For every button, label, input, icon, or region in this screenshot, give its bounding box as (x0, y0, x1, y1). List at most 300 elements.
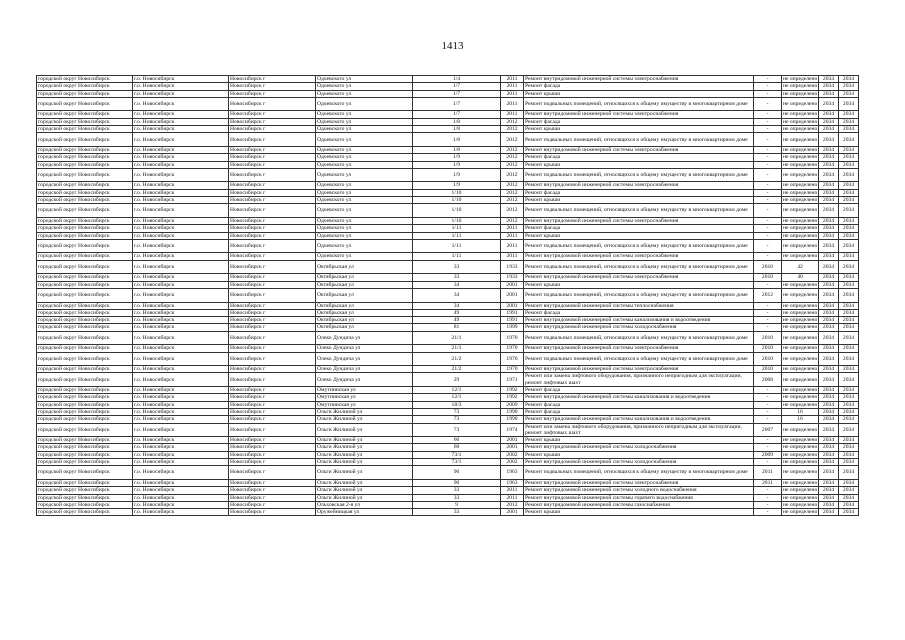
table-row (37, 126, 859, 133)
city-cell: Новосибирск г (229, 459, 316, 466)
build-year-cell: 2001 (501, 444, 524, 451)
street-cell: Одоевского ул (316, 97, 413, 111)
table-row (37, 501, 859, 508)
street-cell: Одоевского ул (316, 182, 413, 189)
plan-year-to-cell: 2034 (839, 97, 859, 111)
city-cell: Новосибирск г (229, 126, 316, 133)
street-cell: Одоевского ул (316, 168, 413, 182)
table-row (37, 154, 859, 161)
wear-cell: не определено (783, 401, 818, 408)
last-repair-year-cell: - (754, 239, 782, 253)
table-row (37, 494, 859, 501)
plan-year-from-cell: 2034 (819, 288, 839, 302)
municipality-cell: городской округ Новосибирск (37, 509, 133, 516)
street-cell: Омутнинская ул (316, 387, 413, 394)
work-type-cell: Ремонт подвальных помещений, относящихся к общему имуществу в многоквартирном доме (524, 97, 754, 111)
last-repair-year-cell: - (754, 444, 782, 451)
last-repair-year-cell: 2011 (754, 479, 782, 486)
district-cell: г.о. Новосибирск (133, 317, 229, 324)
municipality-cell: городской округ Новосибирск (37, 232, 133, 239)
plan-year-to-cell: 2034 (839, 387, 859, 394)
last-repair-year-cell: - (754, 324, 782, 331)
house-number-cell: 1/10 (413, 189, 501, 196)
plan-year-from-cell: 2034 (819, 394, 839, 401)
table-row (37, 281, 859, 288)
work-type-cell: Ремонт подвальных помещений, относящихся к общему имуществу в многоквартирном доме (524, 239, 754, 253)
house-number-cell: 9 (413, 501, 501, 508)
build-year-cell: 1970 (501, 366, 524, 373)
last-repair-year-cell: - (754, 168, 782, 182)
table-row (37, 373, 859, 387)
street-cell: Олеко Дундича ул (316, 352, 413, 366)
house-number-cell: 1/9 (413, 154, 501, 161)
district-cell: г.о. Новосибирск (133, 76, 229, 83)
municipality-cell: городской округ Новосибирск (37, 146, 133, 153)
city-cell: Новосибирск г (229, 182, 316, 189)
last-repair-year-cell: - (754, 197, 782, 204)
table-row (37, 416, 859, 423)
plan-year-to-cell: 2034 (839, 90, 859, 97)
municipality-cell: городской округ Новосибирск (37, 366, 133, 373)
work-type-cell: Ремонт внутридомовой инженерной системы холодоснабжения (524, 324, 754, 331)
plan-year-from-cell: 2034 (819, 111, 839, 118)
plan-year-to-cell: 2034 (839, 394, 859, 401)
plan-year-from-cell: 2034 (819, 260, 839, 274)
district-cell: г.о. Новосибирск (133, 225, 229, 232)
wear-cell: не определено (783, 324, 818, 331)
table-row (37, 451, 859, 458)
last-repair-year-cell: - (754, 118, 782, 125)
last-repair-year-cell: - (754, 189, 782, 196)
house-number-cell: 60 (413, 437, 501, 444)
wear-cell: не определено (783, 253, 818, 260)
street-cell: Ольги Жилиной ул (316, 466, 413, 480)
build-year-cell: 1974 (501, 423, 524, 437)
table-row (37, 444, 859, 451)
table-row (37, 324, 859, 331)
house-number-cell: 21/2 (413, 366, 501, 373)
table-row (37, 317, 859, 324)
table-row (37, 83, 859, 90)
build-year-cell: 2001 (501, 509, 524, 516)
plan-year-to-cell: 2034 (839, 373, 859, 387)
build-year-cell: 2002 (501, 459, 524, 466)
wear-cell: не определено (783, 309, 818, 316)
city-cell: Новосибирск г (229, 401, 316, 408)
wear-cell: не определено (783, 366, 818, 373)
work-type-cell: Ремонт фасада (524, 387, 754, 394)
municipality-cell: городской округ Новосибирск (37, 225, 133, 232)
build-year-cell: 2011 (501, 111, 524, 118)
district-cell: г.о. Новосибирск (133, 111, 229, 118)
table-row (37, 345, 859, 352)
house-number-cell: 1/11 (413, 225, 501, 232)
last-repair-year-cell: 2012 (754, 288, 782, 302)
work-type-cell: Ремонт внутридомовой инженерной системы горячего водоснабжения (524, 494, 754, 501)
city-cell: Новосибирск г (229, 331, 316, 345)
municipality-cell: городской округ Новосибирск (37, 118, 133, 125)
city-cell: Новосибирск г (229, 161, 316, 168)
street-cell: Олеко Дундича ул (316, 366, 413, 373)
city-cell: Новосибирск г (229, 345, 316, 352)
street-cell: Олеко Дундича ул (316, 331, 413, 345)
municipality-cell: городской округ Новосибирск (37, 253, 133, 260)
municipality-cell: городской округ Новосибирск (37, 437, 133, 444)
district-cell: г.о. Новосибирск (133, 83, 229, 90)
plan-year-from-cell: 2034 (819, 501, 839, 508)
city-cell: Новосибирск г (229, 444, 316, 451)
wear-cell: не определено (783, 317, 818, 324)
plan-year-from-cell: 2034 (819, 168, 839, 182)
table-row (37, 366, 859, 373)
last-repair-year-cell: - (754, 225, 782, 232)
city-cell: Новосибирск г (229, 146, 316, 153)
municipality-cell: городской округ Новосибирск (37, 459, 133, 466)
district-cell: г.о. Новосибирск (133, 416, 229, 423)
wear-cell: не определено (783, 197, 818, 204)
district-cell: г.о. Новосибирск (133, 437, 229, 444)
street-cell: Одоевского ул (316, 232, 413, 239)
plan-year-from-cell: 2034 (819, 345, 839, 352)
work-type-cell: Ремонт крыши (524, 126, 754, 133)
build-year-cell: 2011 (501, 97, 524, 111)
municipality-cell: городской округ Новосибирск (37, 494, 133, 501)
wear-cell: не определено (782, 466, 819, 480)
house-number-cell: 1/10 (413, 217, 501, 224)
plan-year-from-cell: 2034 (819, 90, 839, 97)
wear-cell: не определено (783, 118, 818, 125)
work-type-cell: Ремонт внутридомовой инженерной системы электроснабжения (524, 274, 754, 281)
work-type-cell: Ремонт фасада (524, 83, 754, 90)
district-cell: г.о. Новосибирск (133, 352, 229, 366)
wear-cell: не определено (783, 487, 818, 494)
table-row (37, 90, 859, 97)
city-cell: Новосибирск г (229, 451, 316, 458)
plan-year-to-cell: 2034 (839, 401, 859, 408)
table-row (37, 466, 859, 480)
plan-year-from-cell: 2034 (819, 437, 839, 444)
table-row (37, 161, 859, 168)
work-type-cell: Ремонт фасада (524, 154, 754, 161)
build-year-cell: 2009 (501, 401, 524, 408)
build-year-cell: 1999 (501, 324, 524, 331)
plan-year-from-cell: 2034 (819, 197, 839, 204)
build-year-cell: 2012 (501, 182, 524, 189)
city-cell: Новосибирск г (229, 76, 316, 83)
street-cell: Омутнинская ул (316, 401, 413, 408)
plan-year-to-cell: 2034 (839, 352, 859, 366)
build-year-cell: 2002 (501, 451, 524, 458)
work-type-cell: Ремонт фасада (524, 225, 754, 232)
build-year-cell: 2011 (501, 487, 524, 494)
house-number-cell: 34 (413, 281, 501, 288)
street-cell: Ольги Жилиной ул (316, 416, 413, 423)
plan-year-to-cell: 2034 (839, 197, 859, 204)
plan-year-to-cell: 2034 (839, 126, 859, 133)
municipality-cell: городской округ Новосибирск (37, 154, 133, 161)
plan-year-from-cell: 2034 (819, 302, 839, 309)
table-row (37, 97, 859, 111)
work-type-cell: Ремонт подвальных помещений, относящихся к общему имуществу в многоквартирном доме (524, 204, 754, 218)
last-repair-year-cell: - (754, 459, 782, 466)
city-cell: Новосибирск г (229, 90, 316, 97)
street-cell: Ольги Жилиной ул (316, 423, 413, 437)
house-number-cell: 1/10 (413, 204, 501, 218)
municipality-cell: городской округ Новосибирск (37, 274, 133, 281)
table-row (37, 239, 859, 253)
wear-cell: не определено (783, 83, 818, 90)
last-repair-year-cell: - (754, 83, 782, 90)
plan-year-from-cell: 2034 (819, 161, 839, 168)
plan-year-to-cell: 2034 (839, 345, 859, 352)
last-repair-year-cell: 2010 (754, 331, 782, 345)
house-number-cell: 1/8 (413, 133, 501, 147)
build-year-cell: 1970 (501, 331, 524, 345)
last-repair-year-cell: - (754, 97, 782, 111)
municipality-cell: городской округ Новосибирск (37, 501, 133, 508)
street-cell: Одоевского ул (316, 146, 413, 153)
plan-year-from-cell: 2034 (819, 408, 839, 415)
plan-year-to-cell: 2034 (839, 182, 859, 189)
city-cell: Новосибирск г (229, 133, 316, 147)
table-row (37, 197, 859, 204)
plan-year-to-cell: 2034 (839, 366, 859, 373)
house-number-cell: 33 (413, 494, 501, 501)
build-year-cell: 2012 (501, 204, 524, 218)
street-cell: Одоевского ул (316, 118, 413, 125)
house-number-cell: 1/9 (413, 168, 501, 182)
plan-year-from-cell: 2034 (819, 466, 839, 480)
city-cell: Новосибирск г (229, 274, 316, 281)
district-cell: г.о. Новосибирск (133, 479, 229, 486)
street-cell: Ольховская 2-я ул (316, 501, 413, 508)
work-type-cell: Ремонт крыши (524, 509, 754, 516)
build-year-cell: 1963 (501, 479, 524, 486)
table-row (37, 408, 859, 415)
plan-year-from-cell: 2034 (819, 479, 839, 486)
municipality-cell: городской округ Новосибирск (37, 189, 133, 196)
work-type-cell: Ремонт внутридомовой инженерной системы холодоснабжения (524, 459, 754, 466)
build-year-cell: 2011 (501, 239, 524, 253)
house-number-cell: 33 (413, 274, 501, 281)
plan-year-from-cell: 2034 (819, 281, 839, 288)
build-year-cell: 2011 (501, 225, 524, 232)
district-cell: г.о. Новосибирск (133, 239, 229, 253)
city-cell: Новосибирск г (229, 281, 316, 288)
street-cell: Одоевского ул (316, 154, 413, 161)
plan-year-from-cell: 2034 (819, 118, 839, 125)
work-type-cell: Ремонт внутридомовой инженерной системы электроснабжения (524, 111, 754, 118)
work-type-cell: Ремонт внутридомовой инженерной системы электроснабжения (524, 146, 754, 153)
house-number-cell: 1/10 (413, 197, 501, 204)
city-cell: Новосибирск г (229, 487, 316, 494)
house-number-cell: 73 (413, 423, 501, 437)
build-year-cell: 2012 (501, 168, 524, 182)
district-cell: г.о. Новосибирск (133, 133, 229, 147)
district-cell: г.о. Новосибирск (133, 168, 229, 182)
plan-year-to-cell: 2034 (839, 309, 859, 316)
plan-year-from-cell: 2034 (819, 83, 839, 90)
last-repair-year-cell: - (754, 217, 782, 224)
street-cell: Ольги Жилиной ул (316, 494, 413, 501)
last-repair-year-cell: - (754, 182, 782, 189)
wear-cell: не определено (783, 459, 818, 466)
house-number-cell: 29 (413, 373, 501, 387)
work-type-cell: Ремонт крыши (524, 451, 754, 458)
house-number-cell: 33 (413, 509, 501, 516)
table-row (37, 288, 859, 302)
wear-cell: не определено (782, 373, 819, 387)
plan-year-to-cell: 2034 (839, 459, 859, 466)
district-cell: г.о. Новосибирск (133, 444, 229, 451)
city-cell: Новосибирск г (229, 494, 316, 501)
wear-cell: не определено (782, 204, 819, 218)
build-year-cell: 2012 (501, 126, 524, 133)
plan-year-to-cell: 2034 (839, 487, 859, 494)
street-cell: Ольги Жилиной ул (316, 444, 413, 451)
build-year-cell: 1933 (501, 260, 524, 274)
district-cell: г.о. Новосибирск (133, 189, 229, 196)
district-cell: г.о. Новосибирск (133, 466, 229, 480)
plan-year-from-cell: 2034 (819, 401, 839, 408)
wear-cell: 40 (782, 274, 819, 281)
wear-cell: 16 (782, 416, 819, 423)
work-type-cell: Ремонт внутридомовой инженерной системы электроснабжения (524, 345, 754, 352)
work-type-cell: Ремонт внутридомовой инженерной системы канализования и водоотведения (524, 416, 754, 423)
build-year-cell: 2011 (501, 90, 524, 97)
wear-cell: не определено (783, 394, 818, 401)
city-cell: Новосибирск г (229, 83, 316, 90)
last-repair-year-cell: - (754, 408, 782, 415)
house-number-cell: 12/1 (413, 394, 501, 401)
last-repair-year-cell: 2010 (754, 345, 782, 352)
build-year-cell: 2001 (501, 437, 524, 444)
house-number-cell: 1/7 (413, 90, 501, 97)
work-type-cell: Ремонт крыши (524, 232, 754, 239)
table-row (37, 387, 859, 394)
build-year-cell: 2012 (501, 154, 524, 161)
build-year-cell: 2012 (501, 501, 524, 508)
district-cell: г.о. Новосибирск (133, 97, 229, 111)
table-row (37, 423, 859, 437)
build-year-cell: 2012 (501, 161, 524, 168)
wear-cell: не определено (783, 111, 818, 118)
work-type-cell: Ремонт фасада (524, 118, 754, 125)
work-type-cell: Ремонт фасада (524, 401, 754, 408)
plan-year-to-cell: 2034 (839, 146, 859, 153)
city-cell: Новосибирск г (229, 387, 316, 394)
district-cell: г.о. Новосибирск (133, 118, 229, 125)
district-cell: г.о. Новосибирск (133, 331, 229, 345)
last-repair-year-cell: 2011 (754, 466, 782, 480)
build-year-cell: 2012 (501, 217, 524, 224)
plan-year-to-cell: 2034 (839, 260, 859, 274)
last-repair-year-cell: - (754, 509, 782, 516)
plan-year-from-cell: 2034 (819, 253, 839, 260)
house-number-cell: 49 (413, 309, 501, 316)
build-year-cell: 1970 (501, 345, 524, 352)
table-row (37, 260, 859, 274)
street-cell: Одоевского ул (316, 253, 413, 260)
last-repair-year-cell: 2009 (754, 451, 782, 458)
work-type-cell: Ремонт внутридомовой инженерной системы электроснабжения (524, 217, 754, 224)
city-cell: Новосибирск г (229, 416, 316, 423)
district-cell: г.о. Новосибирск (133, 345, 229, 352)
municipality-cell: городской округ Новосибирск (37, 309, 133, 316)
city-cell: Новосибирск г (229, 309, 316, 316)
street-cell: Октябрьская ул (316, 274, 413, 281)
district-cell: г.о. Новосибирск (133, 408, 229, 415)
work-type-cell: Ремонт подвальных помещений, относящихся к общему имуществу в многоквартирном доме (524, 133, 754, 147)
municipality-cell: городской округ Новосибирск (37, 408, 133, 415)
city-cell: Новосибирск г (229, 239, 316, 253)
municipality-cell: городской округ Новосибирск (37, 444, 133, 451)
plan-year-from-cell: 2034 (819, 366, 839, 373)
work-type-cell: Ремонт внутридомовой инженерной системы электроснабжения (524, 479, 754, 486)
plan-year-to-cell: 2034 (839, 466, 859, 480)
wear-cell: не определено (783, 154, 818, 161)
municipality-cell: городской округ Новосибирск (37, 97, 133, 111)
build-year-cell: 1963 (501, 466, 524, 480)
plan-year-from-cell: 2034 (819, 416, 839, 423)
house-number-cell: 60 (413, 444, 501, 451)
plan-year-from-cell: 2034 (819, 331, 839, 345)
city-cell: Новосибирск г (229, 479, 316, 486)
municipality-cell: городской округ Новосибирск (37, 352, 133, 366)
district-cell: г.о. Новосибирск (133, 366, 229, 373)
municipality-cell: городской округ Новосибирск (37, 76, 133, 83)
district-cell: г.о. Новосибирск (133, 182, 229, 189)
municipality-cell: городской округ Новосибирск (37, 239, 133, 253)
house-number-cell: 21/1 (413, 331, 501, 345)
plan-year-to-cell: 2034 (839, 423, 859, 437)
wear-cell: не определено (783, 90, 818, 97)
house-number-cell: 21/2 (413, 352, 501, 366)
plan-year-to-cell: 2034 (839, 274, 859, 281)
street-cell: Одоевского ул (316, 83, 413, 90)
plan-year-from-cell: 2034 (819, 444, 839, 451)
work-type-cell: Ремонт внутридомовой инженерной системы холодоснабжения (524, 444, 754, 451)
street-cell: Одоевского ул (316, 111, 413, 118)
work-type-cell: Ремонт крыши (524, 281, 754, 288)
municipality-cell: городской округ Новосибирск (37, 182, 133, 189)
street-cell: Оружейницкая ул (316, 509, 413, 516)
wear-cell: не определено (782, 352, 819, 366)
work-type-cell: Ремонт фасада (524, 309, 754, 316)
district-cell: г.о. Новосибирск (133, 161, 229, 168)
municipality-cell: городской округ Новосибирск (37, 423, 133, 437)
last-repair-year-cell: - (754, 501, 782, 508)
wear-cell: не определено (783, 345, 818, 352)
plan-year-from-cell: 2034 (819, 423, 839, 437)
plan-year-to-cell: 2034 (839, 302, 859, 309)
wear-cell: не определено (783, 387, 818, 394)
plan-year-to-cell: 2034 (839, 168, 859, 182)
last-repair-year-cell: - (754, 146, 782, 153)
house-number-cell: 1/11 (413, 232, 501, 239)
last-repair-year-cell: - (754, 317, 782, 324)
table-row (37, 76, 859, 83)
street-cell: Ольги Жилиной ул (316, 451, 413, 458)
last-repair-year-cell: 2008 (754, 373, 782, 387)
build-year-cell: 1990 (501, 416, 524, 423)
municipality-cell: городской округ Новосибирск (37, 317, 133, 324)
work-type-cell: Ремонт внутридомовой инженерной системы электроснабжения (524, 182, 754, 189)
work-type-cell: Ремонт крыши (524, 161, 754, 168)
plan-year-from-cell: 2034 (819, 182, 839, 189)
table-row (37, 225, 859, 232)
wear-cell: не определено (782, 331, 819, 345)
